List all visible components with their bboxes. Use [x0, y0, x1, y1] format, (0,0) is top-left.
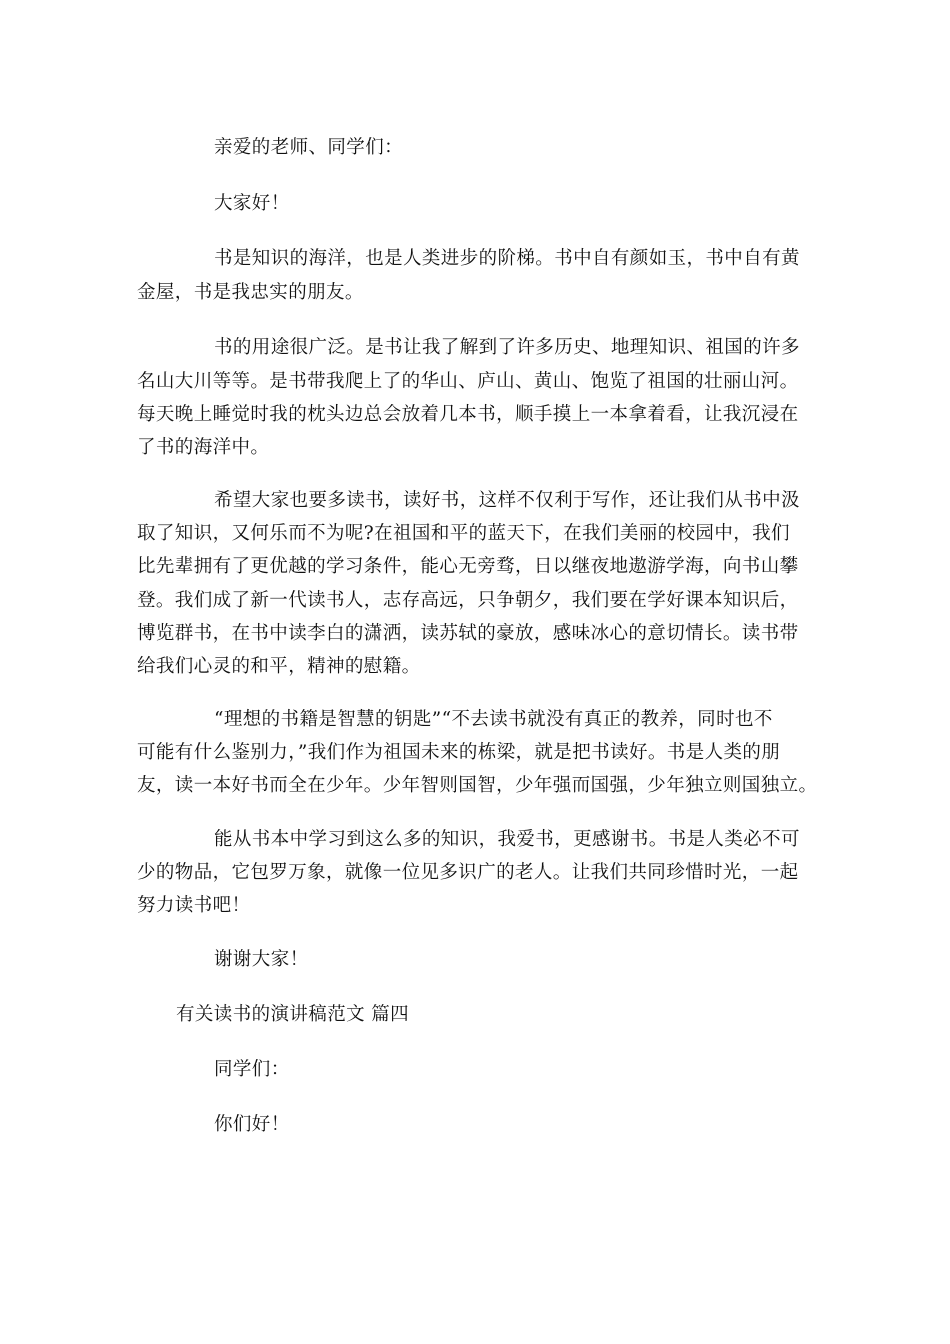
- paragraph-line: 比先辈拥有了更优越的学习条件，能心无旁骛，日以继夜地遨游学海，向书山攀: [137, 556, 799, 577]
- closing: 谢谢大家！: [214, 949, 309, 970]
- section-heading: 有关读书的演讲稿范文 篇四: [176, 1004, 410, 1025]
- paragraph-line: 名山大川等等。是书带我爬上了的华山、庐山、黄山、饱览了祖国的壮丽山河。: [137, 371, 799, 392]
- paragraph-line: 书的用途很广泛。是书让我了解到了许多历史、地理知识、祖国的许多: [214, 337, 800, 358]
- paragraph-line: 少的物品，它包罗万象，就像一位见多识广的老人。让我们共同珍惜时光，一起: [137, 862, 799, 883]
- salutation: 亲爱的老师、同学们：: [214, 137, 404, 158]
- paragraph-line: “理想的书籍是智慧的钥匙”“不去读书就没有真正的教养，同时也不: [214, 709, 773, 730]
- next-salutation: 同学们：: [214, 1059, 290, 1080]
- paragraph-line: 能从书本中学习到这么多的知识，我爱书，更感谢书。书是人类必不可: [214, 829, 800, 850]
- paragraph-line: 可能有什么鉴别力，”我们作为祖国未来的栋梁，就是把书读好。书是人类的朋: [137, 742, 781, 763]
- paragraph-line: 博览群书，在书中读李白的潇洒，读苏轼的豪放，感味冰心的意切情长。读书带: [137, 623, 799, 644]
- next-greeting: 你们好！: [214, 1114, 290, 1135]
- greeting: 大家好！: [214, 193, 290, 214]
- paragraph-line: 给我们心灵的和平，精神的慰籍。: [137, 656, 421, 677]
- paragraph-line: 取了知识，又何乐而不为呢?在祖国和平的蓝天下，在我们美丽的校园中，我们: [137, 523, 790, 544]
- paragraph-line: 金屋，书是我忠实的朋友。: [137, 282, 364, 303]
- paragraph-line: 友，读一本好书而全在少年。少年智则国智，少年强而国强，少年独立则国独立。: [137, 775, 818, 796]
- paragraph-line: 书是知识的海洋，也是人类进步的阶梯。书中自有颜如玉，书中自有黄: [214, 248, 800, 269]
- paragraph-line: 每天晚上睡觉时我的枕头边总会放着几本书，顺手摸上一本拿着看，让我沉浸在: [137, 404, 799, 425]
- paragraph-line: 希望大家也要多读书，读好书，这样不仅利于写作，还让我们从书中汲: [214, 490, 800, 511]
- paragraph-line: 了书的海洋中。: [137, 437, 270, 458]
- paragraph-line: 登。我们成了新一代读书人，志存高远，只争朝夕，我们要在学好课本知识后，: [137, 590, 799, 611]
- paragraph-line: 努力读书吧！: [137, 895, 251, 916]
